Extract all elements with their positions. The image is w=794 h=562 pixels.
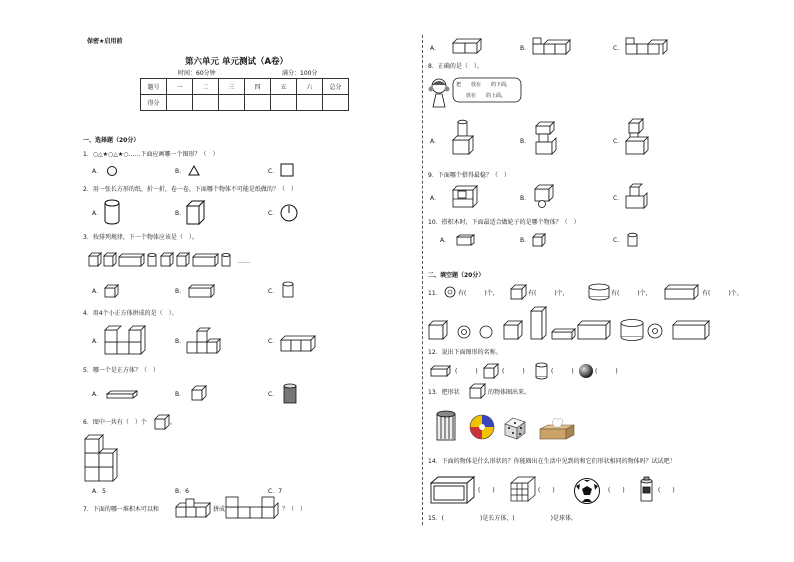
q11-blank-3[interactable]: 有( )个， [611,290,652,297]
cylinder-on-cuboid-figure [452,118,476,156]
score-header-cell: 四 [245,79,271,95]
time-label: 时间：60分钟 [178,70,216,77]
score-cell[interactable] [297,95,323,111]
cube-stack-figure [280,332,316,354]
cube-on-cuboid-figure [625,118,651,158]
q12-blank-4[interactable]: ( ) [595,368,618,375]
score-header-cell: 五 [271,79,297,95]
cube-stack-figure [186,328,222,356]
q9-option-c[interactable]: C． [613,195,624,202]
cube-tower-figure [84,433,118,483]
square-icon [280,163,294,177]
q10-option-c[interactable]: C． [613,237,624,244]
q11-shapes-figure [428,306,713,342]
battery-illustration [640,477,654,503]
triangle-icon [188,165,200,177]
score-cell[interactable] [245,95,271,111]
q12-blank-3[interactable]: ( ) [551,368,574,375]
score-header-cell: 题号 [141,79,167,95]
block-pair-figure [452,38,482,54]
block-row-figure [625,37,669,55]
q4-option-b[interactable]: B． [175,338,186,345]
page-title: 第六单元 单元测试（A卷） [185,57,289,67]
q11-blank-2[interactable]: 有( )个， [528,290,569,297]
q5-option-c[interactable]: C． [268,391,279,398]
cube-icon [154,414,170,430]
q4-option-a[interactable]: A． [92,338,103,345]
q14-blank-1[interactable]: ( ) [478,487,495,494]
q9-option-b[interactable]: B． [520,195,531,202]
q6-option-b[interactable]: B．6 [175,488,189,495]
q1-option-a[interactable]: A． [92,168,103,175]
cube-icon [483,363,499,379]
q7-target-figure [225,496,281,520]
question-9: 9．下面哪个搭得最稳？（ ） [428,172,510,179]
question-15[interactable]: 15．( )是长方体，( )是球体。 [428,515,577,522]
q12-blank-1[interactable]: ( ) [455,368,478,375]
full-score-label: 满分：100分 [282,70,318,77]
cube-icon [532,233,546,247]
cuboid-cylinder-figure [535,118,559,158]
q14-blank-2[interactable]: ( ) [538,487,555,494]
cuboid-icon [456,234,476,246]
cube-on-cuboid-figure [625,182,649,210]
secret-label: 保密★启用前 [87,38,123,45]
dice-illustration [503,416,527,440]
score-cell[interactable] [167,95,193,111]
question-6-end: 。 [170,419,177,426]
rubiks-cube-illustration [510,476,536,504]
q9-option-a[interactable]: A． [430,195,441,202]
sphere-icon [578,363,594,379]
question-13-end: 的物体圈出来。 [488,389,531,396]
cube-icon [469,383,487,399]
cylinder-icon [281,281,295,299]
section-choice-heading: 一、选择题（20分） [83,137,140,144]
q10-option-a[interactable]: A． [440,237,451,244]
q14-blank-3[interactable]: ( ) [608,487,625,494]
block-row-figure [532,37,572,55]
q7-option-c[interactable]: C． [613,45,624,52]
question-6: 6．图中一共有（ ）个 [83,419,147,426]
score-cell[interactable] [323,95,349,111]
girl-illustration [428,77,454,109]
q7-option-b[interactable]: B． [520,45,531,52]
flat-cuboid-icon [106,389,138,399]
q11-blank-1[interactable]: 有( )个， [458,290,499,297]
q8-option-a[interactable]: A． [430,138,441,145]
cube-ball-figure [534,184,556,208]
q8-option-c[interactable]: C． [613,138,624,145]
score-header-cell: 二 [193,79,219,95]
q8-bubble-line-2: 放在 的上面。 [456,93,507,99]
q3-option-a[interactable]: A． [92,288,103,295]
cuboid-icon [664,284,700,300]
cube-stack-figure [104,326,148,356]
score-header-cell: 一 [167,79,193,95]
q2-option-b[interactable]: B． [175,210,186,217]
soccer-ball-illustration [573,477,601,505]
q6-option-a[interactable]: A．5 [92,488,106,495]
question-13: 13．把形状 [428,389,460,396]
q12-blank-2[interactable]: ( ) [502,368,525,375]
cylinder-icon [588,283,610,299]
cylinder-icon [283,383,297,405]
cube-icon [191,385,207,401]
section-fill-heading: 二、填空题（20分） [428,272,485,279]
question-5: 5．哪一个是正方体？（ ） [83,367,159,374]
q3-pattern-figure [88,252,238,268]
cube-icon [104,284,120,298]
question-7-join: 拼成 [213,506,226,513]
q4-option-c[interactable]: C． [268,338,279,345]
cylinder-icon [627,232,639,248]
q1-option-b[interactable]: B． [175,168,186,175]
q8-bubble-line-1: 把 放在 的下面， [456,82,512,88]
score-table [140,78,349,111]
q7-block-figure [175,498,213,520]
score-row-label: 得分 [141,95,167,111]
stacked-blocks-figure [452,185,478,209]
q5-option-a[interactable]: A． [92,391,103,398]
q3-option-c[interactable]: C． [268,288,279,295]
q11-blank-4[interactable]: 有( )个。 [702,290,743,297]
question-7-tail: ？（ ） [282,506,307,513]
box-illustration [430,475,476,505]
score-cell[interactable] [271,95,297,111]
column-divider [422,35,423,525]
cube-icon [510,284,528,300]
question-3: 3．按排列规律，下一个物体应该是（ ）。 [83,234,198,241]
q1-option-c[interactable]: C． [268,168,279,175]
question-4: 4．用4个小正方体拼成的是（ ）。 [83,310,178,317]
trash-bin-illustration [435,410,459,442]
question-2: 2．用一张长方形的纸，折一折，卷一卷，下面哪个物体不可能是纸做的？（ ） [83,186,297,193]
question-7: 7．下面的哪一堆积木可以和 [83,506,159,513]
q6-option-c[interactable]: C．7 [268,488,283,495]
cylinder-icon [535,362,549,380]
question-8: 8．正确的是（ ）。 [428,63,483,70]
q5-option-b[interactable]: B． [175,391,186,398]
circle-icon [106,165,118,177]
cylinder-top-icon [444,286,456,298]
q7-option-a[interactable]: A． [430,45,441,52]
score-header-cell: 三 [219,79,245,95]
q2-option-c[interactable]: C． [268,210,279,217]
cuboid-icon [188,284,216,298]
sphere-icon [280,204,298,222]
tissue-box-illustration [538,415,576,441]
cuboid-icon [430,365,452,377]
q3-ellipsis: …… [238,258,250,265]
q8-option-b[interactable]: B． [520,138,531,145]
cuboid-icon [186,200,206,226]
question-14: 14．下面的物体是什么形状的？你能圈出在生活中见到的和它们形状相同的物体吗？试试吧！ [428,458,676,465]
question-12: 12．说出下面图形的名称。 [428,349,502,356]
score-cell[interactable] [219,95,245,111]
question-1: 1．○△★○△★○……下面应画哪一个图形？（ ） [83,151,219,158]
q14-blank-4[interactable]: ( ) [658,487,675,494]
question-10: 10．搭积木时，下面最适合做轮子的是哪个物体？（ ） [428,219,580,226]
beach-ball-illustration [469,414,495,440]
score-header-cell: 总分 [323,79,349,95]
q2-option-a[interactable]: A． [92,210,103,217]
q3-option-b[interactable]: B． [175,288,186,295]
score-cell[interactable] [193,95,219,111]
score-header-cell: 六 [297,79,323,95]
question-11: 11． [428,290,442,297]
cylinder-icon [104,199,120,225]
q10-option-b[interactable]: B． [520,237,531,244]
